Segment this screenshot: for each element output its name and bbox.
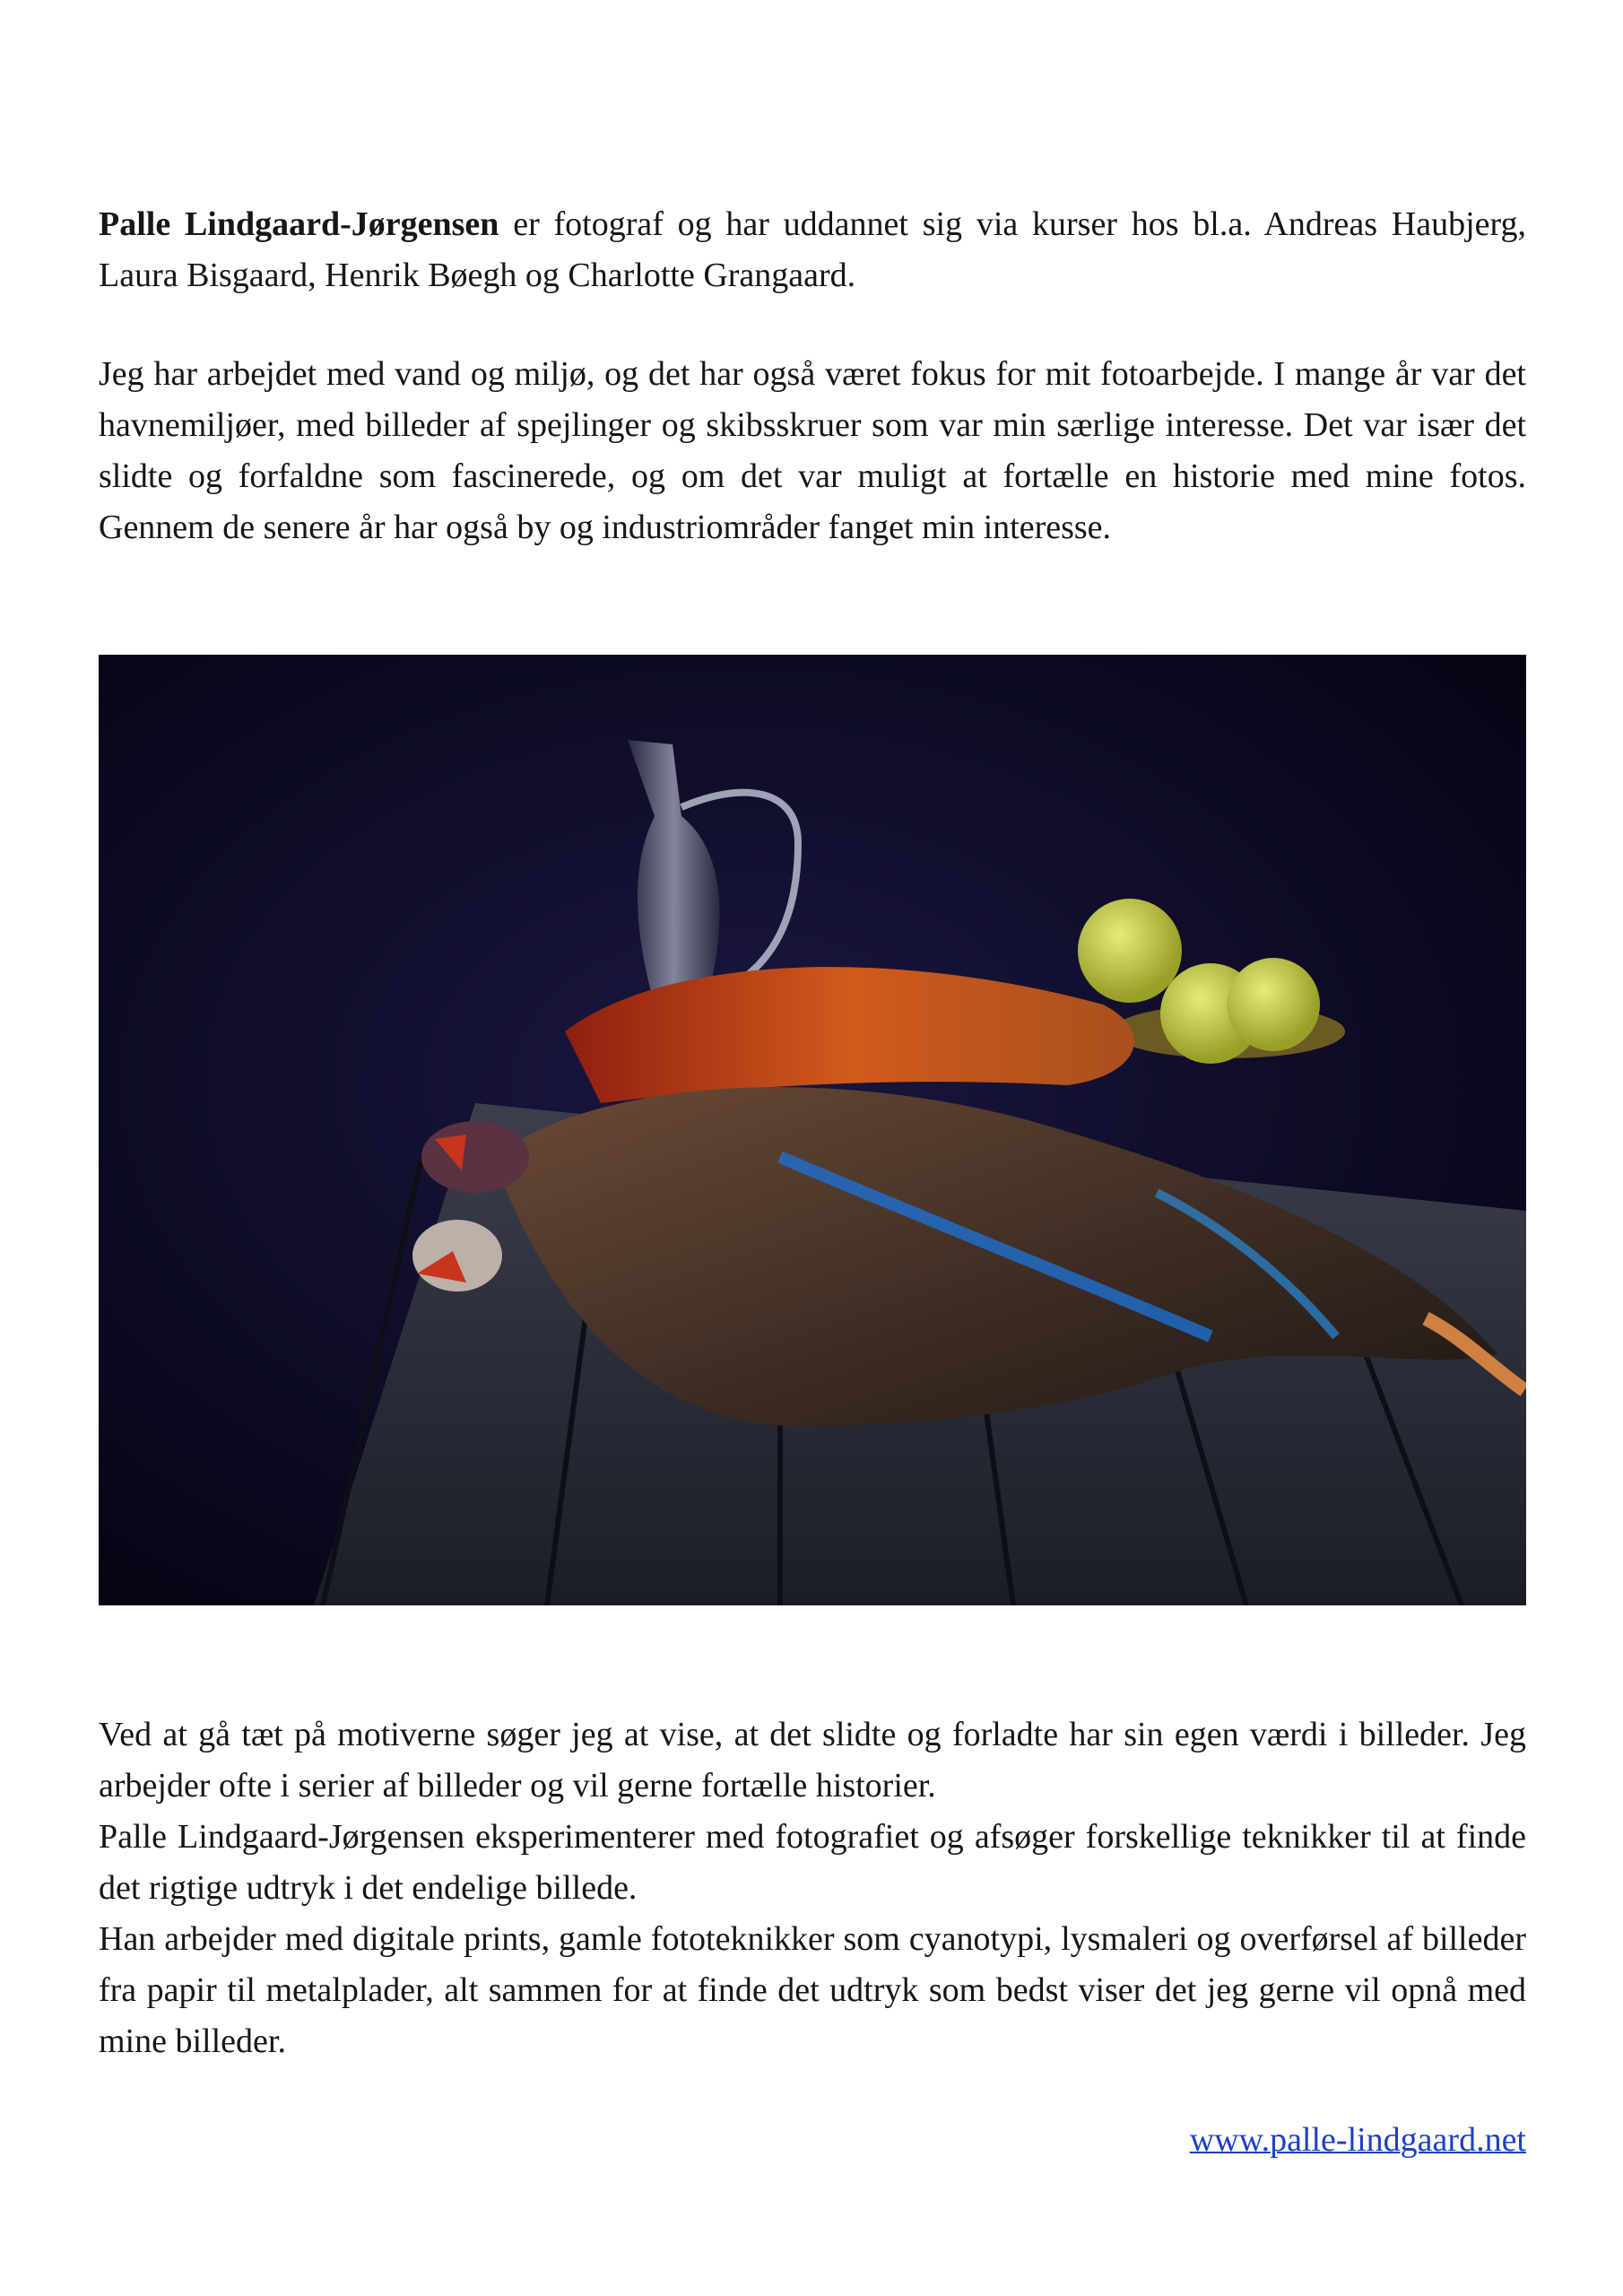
practice-line-3: Han arbejder med digitale prints, gamle fototeknikker som cyanotypi, lysmaleri og overførsel af billeder fra papir til metalplader, alt sammen for at finde det udtryk som bedst viser det jeg gerne vil opnå med mine billeder.	[99, 1920, 1526, 2060]
still-life-photo-illustration	[99, 655, 1526, 1605]
website-link[interactable]: www.palle-lindgaard.net	[1189, 2121, 1526, 2159]
intro-text: er fotograf og har uddannet sig via kurser hos bl.a. Andreas Haubjerg, Laura Bisgaard, Henrik Bøegh og Charlotte Grangaard.	[99, 205, 1526, 294]
practice-line-2: Palle Lindgaard-Jørgensen eksperimenterer med fotografiet og afsøger forskellige teknikker til at finde det rigtige udtryk i det endelige billede.	[99, 1818, 1526, 1907]
photographer-name: Palle Lindgaard-Jørgensen	[99, 205, 499, 243]
practice-paragraph	[99, 1709, 1526, 2067]
background-paragraph: Jeg har arbejdet med vand og miljø, og det har også været fokus for mit fotoarbejde. I mange år var det havnemiljøer, med billeder af spejlinger og skibsskruer som var min særlige interesse. Det var især det slidte og forfaldne som fascinerede, og om det var muligt at fortælle en historie med mine fotos. Gennem de senere år har også by og industriområder fanget min interesse.	[99, 355, 1526, 546]
intro-paragraph	[99, 199, 1526, 301]
practice-line-1: Ved at gå tæt på motiverne søger jeg at vise, at det slidte og forladte har sin egen værdi i billeder. Jeg arbejder ofte i serier af billeder og vil gerne fortælle historier.	[99, 1716, 1526, 1805]
still-life-photo	[99, 655, 1526, 1605]
